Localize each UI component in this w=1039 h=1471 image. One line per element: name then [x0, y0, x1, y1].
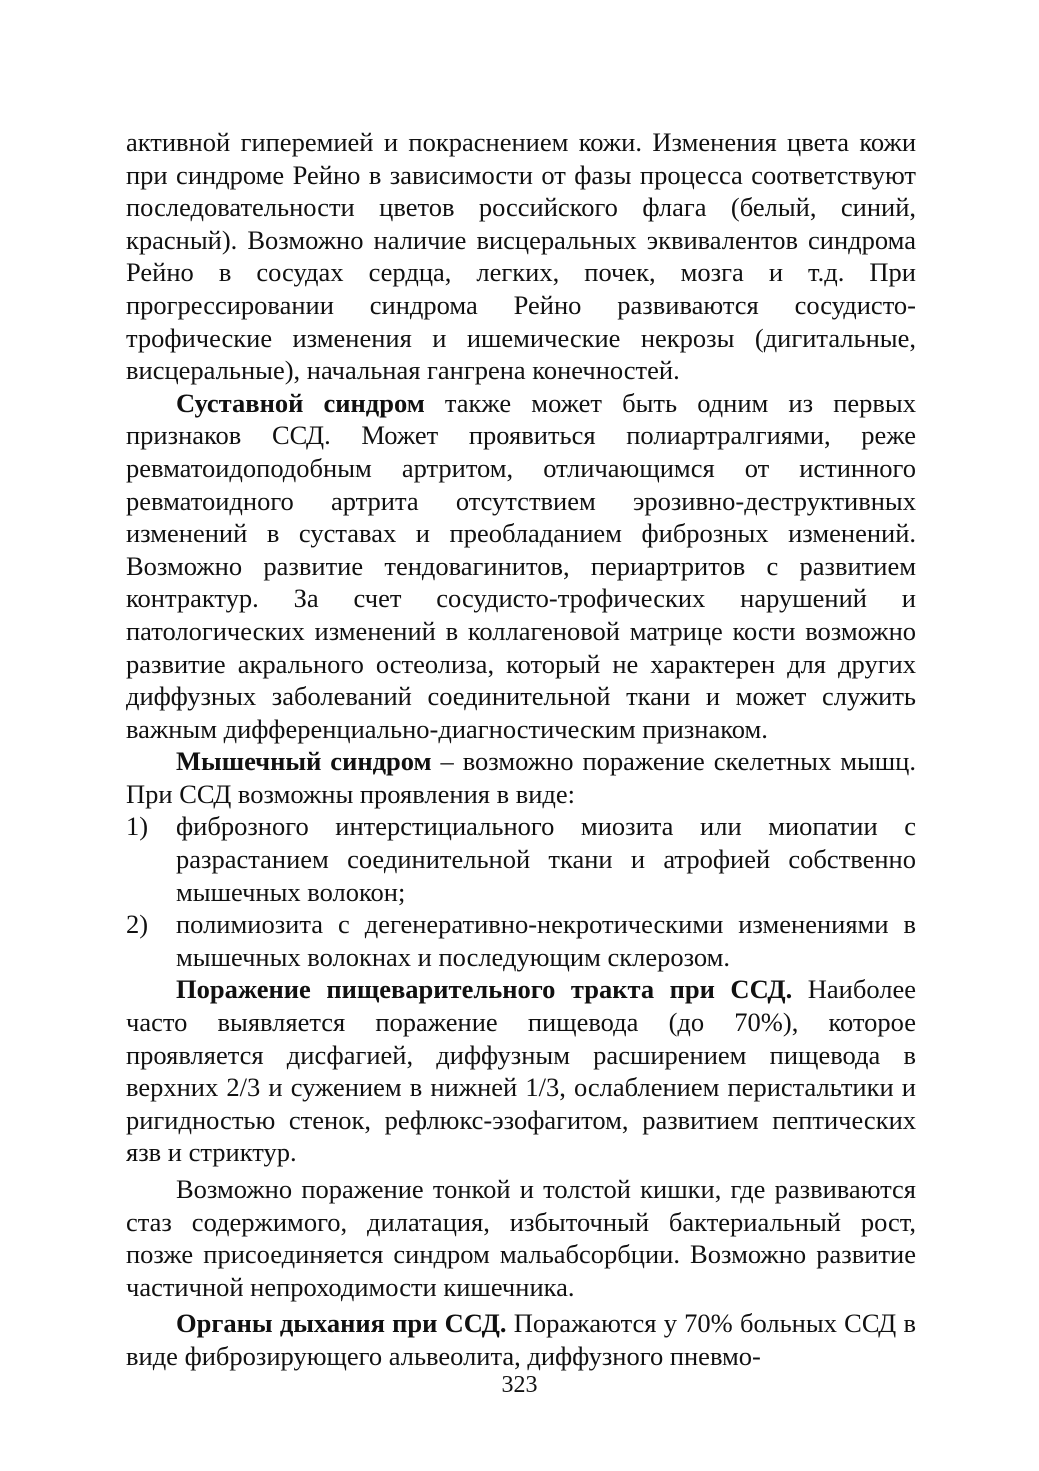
list-item-text: полимиозита с дегенеративно-некротическими изменениями в мышечных волокнах и последующим склерозом.	[176, 909, 916, 972]
list-item	[126, 908, 916, 973]
text-muscle-syndrome: – возможно поражение скелетных мышц. При ССД возможны проявления в виде:	[126, 746, 916, 809]
page-number: 323	[501, 1372, 538, 1398]
list-item	[126, 810, 916, 908]
paragraph-intestine: Возможно поражение тонкой и толстой кишки, где развиваются стаз содержимого, дилатация, избыточный бактериальный рост, позже присоединяется синдром мальабсорбции. Возможно развитие частичной непроходимости кишечника.	[126, 1174, 916, 1302]
text-respiratory: Поражаются у 70% больных ССД в виде фиброзирующего альвеолита, диффузного пневмо-	[126, 1308, 916, 1371]
paragraph-muscle-syndrome	[126, 745, 916, 810]
heading-digestive-tract: Поражение пищеварительного тракта при ССД.	[176, 974, 793, 1005]
list-item-number: 2)	[126, 909, 149, 940]
text-digestive-tract: Наиболее часто выявляется поражение пищевода (до 70%), которое проявляется дисфагией, диффузным расширением пищевода в верхних 2/3 и сужением в нижней 1/3, ослаблением перистальтики и ригидностью стенок, рефлюкс-эзофагитом, развитием пептических язв и стриктур.	[126, 974, 917, 1168]
paragraph-respiratory	[126, 1307, 916, 1372]
muscle-manifestations-list	[126, 810, 916, 973]
page-body	[126, 126, 916, 1373]
heading-respiratory: Органы дыхания при ССД.	[176, 1308, 507, 1339]
list-item-text: фиброзного интерстициального миозита или миопатии с разрастанием соединительной ткани и атрофией собственно мышечных волокон;	[176, 811, 916, 907]
paragraph-articular-syndrome	[126, 387, 916, 746]
paragraph-raynaud-continuation: активной гиперемией и покраснением кожи. Изменения цвета кожи при синдроме Рейно в зависимости от фазы процесса соответствуют последовательности цветов российского флага (белый, синий, красный). Возможно наличие висцеральных эквивалентов синдрома Рейно в сосудах сердца, легких, почек, мозга и т.д. При прогрессировании синдрома Рейно развиваются сосудисто-трофические изменения и ишемические некрозы (дигитальные, висцеральные), начальная гангрена конечностей.	[126, 127, 916, 386]
heading-articular-syndrome: Суставной синдром	[176, 387, 425, 418]
text-articular-syndrome: также может быть одним из первых признаков ССД. Может проявиться полиартралгиями, реже ревматоидоподобным артритом, отличающимся от истинного ревматоидного артрита отсутствием эрозивно-деструктивных изменений в суставах и преобладанием фиброзных изменений. Возможно развитие тендовагинитов, периартритов с развитием контрактур. За счет сосудисто-трофических нарушений и патологических изменений в коллагеновой матрице кости возможно развитие акрального остеолиза, который не характерен для других диффузных заболеваний соединительной ткани и может служить важным дифференциально-диагностическим признаком.	[126, 387, 916, 744]
paragraph-digestive-tract	[126, 973, 916, 1169]
list-item-number: 1)	[126, 811, 149, 842]
heading-muscle-syndrome: Мышечный синдром	[176, 746, 432, 777]
